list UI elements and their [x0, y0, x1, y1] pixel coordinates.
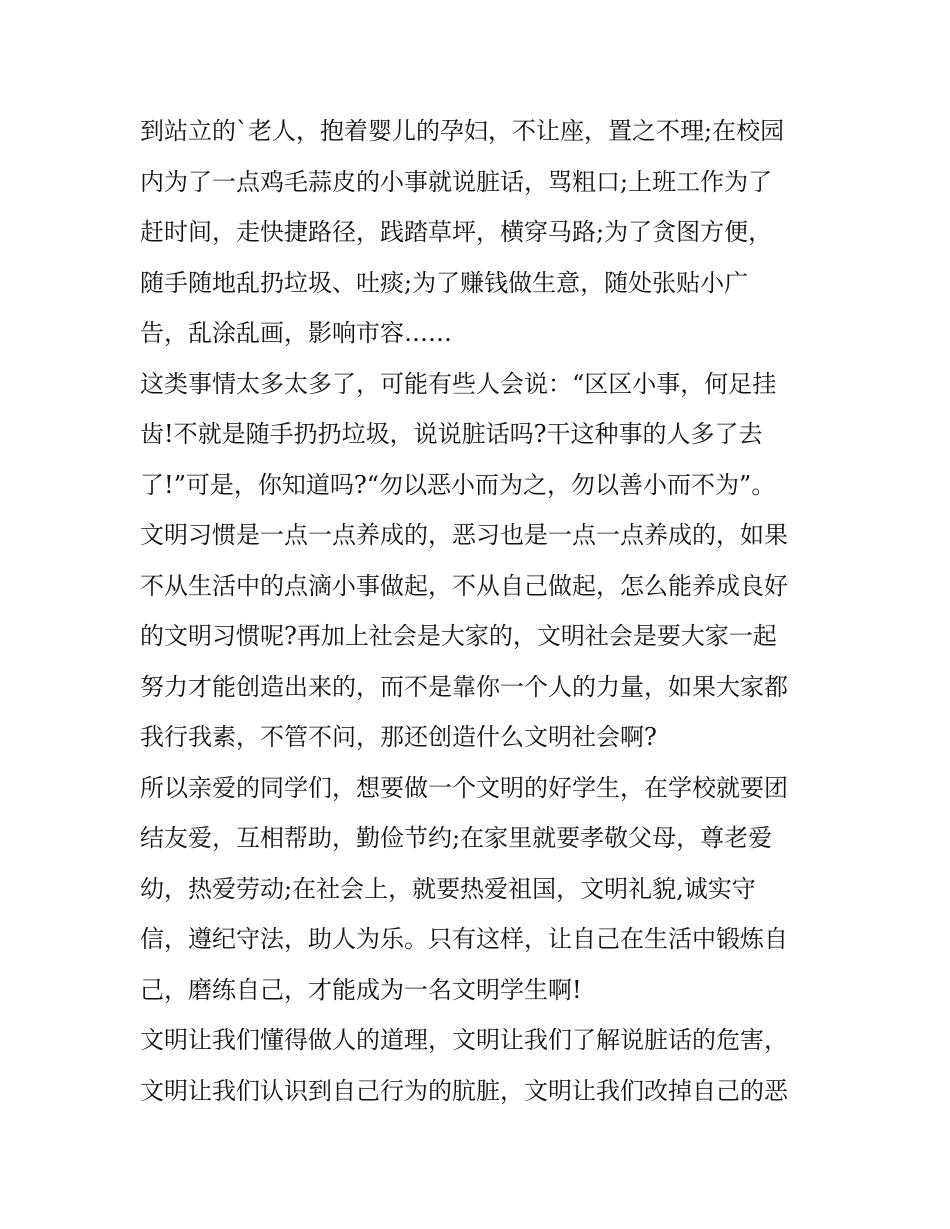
text-line: 齿!不就是随手扔扔垃圾，说说脏话吗?干这种事的人多了去: [140, 420, 763, 448]
text-line: 随手随地乱扔垃圾、吐痰;为了赚钱做生意，随处张贴小广: [140, 268, 749, 297]
text-line: 文明习惯是一点一点养成的，恶习也是一点一点养成的，如果: [140, 521, 788, 549]
text-line: 幼，热爱劳动;在社会上，就要热爱祖国，文明礼貌,诚实守: [140, 874, 756, 903]
text-line: 信，遵纪守法，助人为乐。只有这样，让自己在生活中锻炼自: [140, 925, 788, 953]
text-line: 告，乱涂乱画，影响市容……: [140, 319, 452, 347]
text-line: 不从生活中的点滴小事做起，不从自己做起，怎么能养成良好: [140, 571, 788, 600]
text-line: 所以亲爱的同学们，想要做一个文明的好学生，在学校就要团: [140, 773, 788, 802]
text-line: 的文明习惯呢?再加上社会是大家的，文明社会是要大家一起: [140, 622, 777, 650]
text-line: 文明让我们认识到自己行为的肮脏，文明让我们改掉自己的恶: [140, 1076, 788, 1105]
text-line: 这类事情太多太多了，可能有些人会说：“区区小事，何足挂: [140, 369, 777, 398]
text-line: 我行我素，不管不问，那还创造什么文明社会啊?: [140, 723, 657, 751]
text-line: 赶时间，走快捷路径，践踏草坪，横穿马路;为了贪图方便，: [140, 218, 773, 246]
text-line: 结友爱，互相帮助，勤俭节约;在家里就要孝敬父母，尊老爱: [140, 824, 773, 852]
body-text: [140, 106, 820, 1116]
text-line: 到站立的`老人，抱着婴儿的孕妇，不让座，置之不理;在校园: [140, 117, 785, 145]
text-line: 内为了一点鸡毛蒜皮的小事就说脏话，骂粗口;上班工作为了: [140, 167, 773, 196]
text-line: 己，磨练自己，才能成为一名文明学生啊!: [140, 975, 582, 1004]
text-line: 了!”可是，你知道吗?“勿以恶小而为之，勿以善小而不为”。: [140, 470, 776, 499]
text-line: 文明让我们懂得做人的道理，文明让我们了解说脏话的危害，: [140, 1026, 788, 1054]
text-line: 努力才能创造出来的，而不是靠你一个人的力量，如果大家都: [140, 672, 788, 701]
